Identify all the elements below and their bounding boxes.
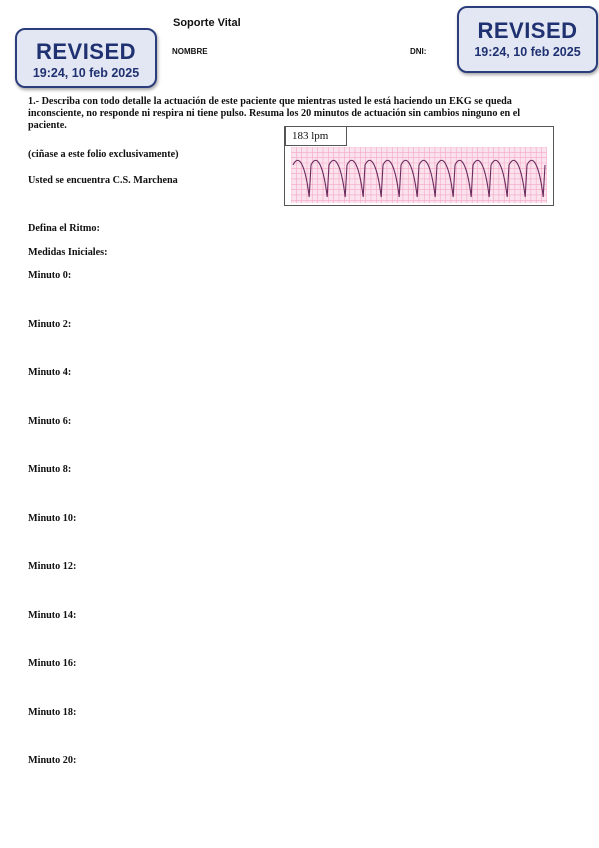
minute-label: Minuto 18: bbox=[28, 706, 77, 718]
stamp-title: REVISED bbox=[477, 18, 578, 43]
minute-label: Minuto 20: bbox=[28, 755, 77, 766]
question-text: 1.- Describa con todo detalle la actuación de este paciente que mientras usted le está haciendo un EKG se queda inconsciente, no responde ni respira ni tiene pulso. Resuma los 20 minutos de actuación sin cambios ninguno en el paciente. bbox=[28, 96, 521, 131]
initial-measures-prompt: Medidas Iniciales: bbox=[28, 247, 108, 258]
ekg-trace-chart bbox=[291, 147, 547, 203]
minute-label: Minuto 0: bbox=[28, 270, 72, 281]
minute-label: Minuto 6: bbox=[28, 415, 72, 427]
ekg-strip bbox=[284, 126, 554, 206]
minute-label: Minuto 12: bbox=[28, 561, 77, 572]
minute-label: Minuto 2: bbox=[28, 318, 72, 330]
stamp-timestamp: 19:24, 10 feb 2025 bbox=[32, 66, 140, 80]
heart-rate-label: 183 lpm bbox=[285, 126, 347, 146]
revised-stamp bbox=[15, 28, 157, 88]
minute-label: Minuto 8: bbox=[28, 464, 72, 475]
subject-title: Soporte Vital bbox=[173, 17, 241, 29]
stamp-timestamp: 19:24, 10 feb 2025 bbox=[474, 45, 581, 59]
revised-stamp bbox=[457, 6, 598, 73]
minute-label: Minuto 10: bbox=[28, 512, 77, 524]
minute-label: Minuto 14: bbox=[28, 609, 77, 621]
stamp-title: REVISED bbox=[35, 39, 137, 64]
minute-label: Minuto 4: bbox=[28, 367, 72, 378]
nombre-label: NOMBRE bbox=[172, 47, 208, 56]
minute-label: Minuto 16: bbox=[28, 658, 77, 669]
instruction-note: (ciñase a este folio exclusivamente) bbox=[28, 149, 179, 160]
location-text: Usted se encuentra C.S. Marchena bbox=[28, 175, 178, 186]
dni-label: DNI: bbox=[410, 47, 427, 56]
rhythm-prompt: Defina el Ritmo: bbox=[28, 223, 100, 234]
